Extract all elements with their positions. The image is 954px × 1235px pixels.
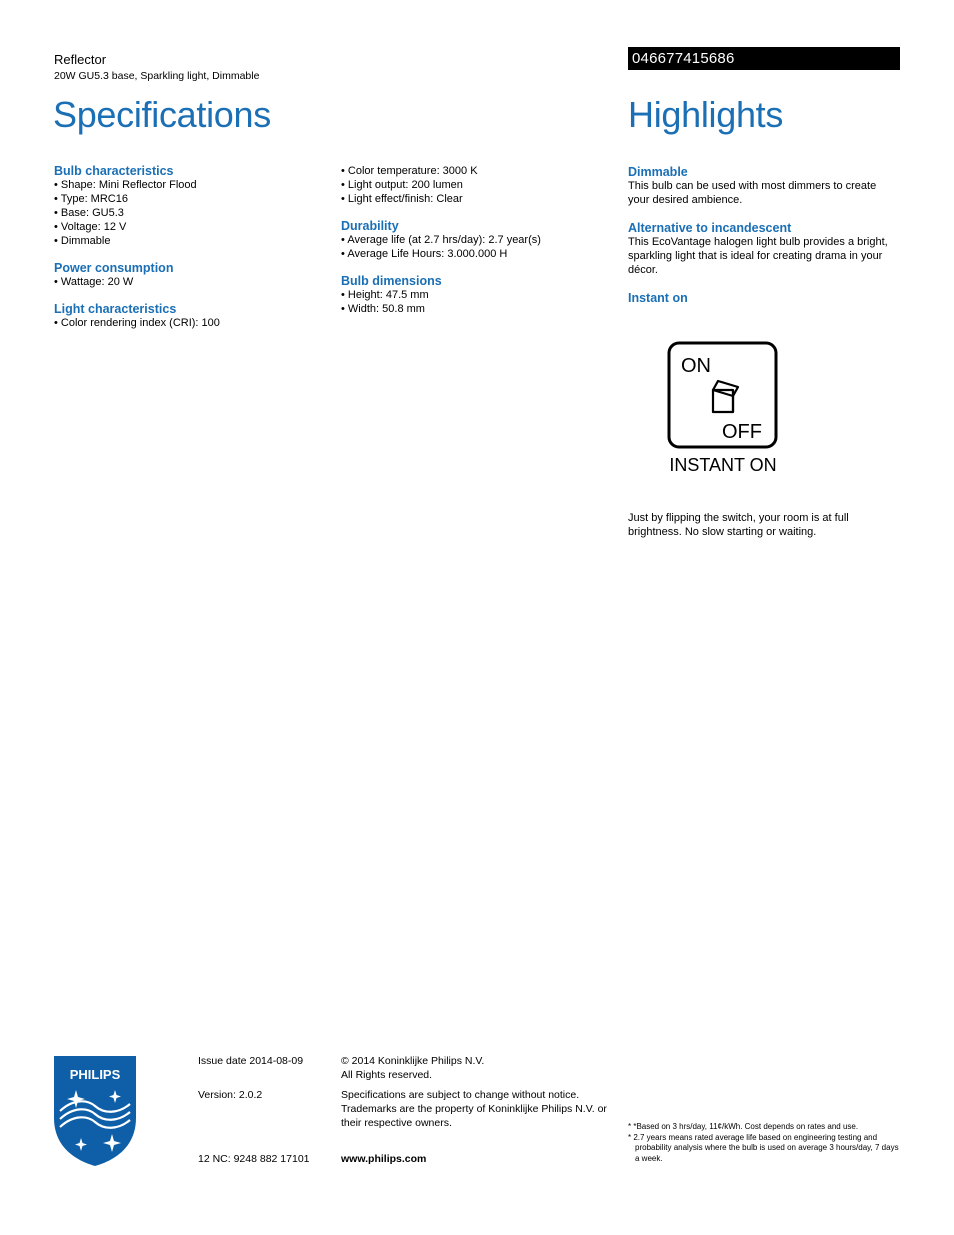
spec-item: • Base: GU5.3 <box>54 206 324 220</box>
section-heading: Bulb dimensions <box>341 274 442 288</box>
bulb-characteristics-section <box>54 164 324 248</box>
toggle-switch-glyph <box>713 381 738 412</box>
version: Version: 2.0.2 <box>198 1089 263 1101</box>
spec-item: • Average Life Hours: 3.000.000 H <box>341 247 611 261</box>
highlight-text: This EcoVantage halogen light bulb provides a bright, sparkling light that is ideal for creating drama in your décor. <box>628 236 888 276</box>
durability-section <box>341 219 611 261</box>
logo-wordmark: PHILIPS <box>69 1067 121 1082</box>
spec-item: • Light output: 200 lumen <box>341 178 611 192</box>
highlights-column <box>628 165 900 319</box>
highlight-text: This bulb can be used with most dimmers to create your desired ambience. <box>628 180 877 206</box>
product-subtitle: 20W GU5.3 base, Sparkling light, Dimmable <box>54 70 260 82</box>
alternative-highlight <box>628 221 900 277</box>
icon-caption: INSTANT ON <box>669 455 777 475</box>
specifications-column-middle <box>341 164 611 329</box>
nc-number: 12 NC: 9248 882 17101 <box>198 1153 310 1165</box>
icon-on-label: ON <box>681 355 711 377</box>
product-name: Reflector <box>54 52 107 67</box>
highlight-heading: Instant on <box>628 291 688 305</box>
copyright <box>341 1054 621 1082</box>
highlights-title: Highlights <box>628 94 784 135</box>
footnote: * *Based on 3 hrs/day, 11¢/kWh. Cost depends on rates and use. <box>628 1122 859 1131</box>
icon-off-label: OFF <box>722 421 762 443</box>
rights-line: All Rights reserved. <box>341 1069 433 1081</box>
spec-item: • Dimmable <box>54 234 324 248</box>
section-heading: Bulb characteristics <box>54 164 174 178</box>
spec-item: • Shape: Mini Reflector Flood <box>54 178 324 192</box>
spec-item: • Color temperature: 3000 K <box>341 164 611 178</box>
spec-item: • Height: 47.5 mm <box>341 288 611 302</box>
spec-item: • Width: 50.8 mm <box>341 302 611 316</box>
footnotes <box>628 1122 900 1164</box>
spec-item: • Voltage: 12 V <box>54 220 324 234</box>
instant-on-text: Just by flipping the switch, your room is at full brightness. No slow starting or waiting. <box>628 512 849 538</box>
spec-item: • Type: MRC16 <box>54 192 324 206</box>
specifications-title: Specifications <box>53 94 271 135</box>
highlight-heading: Dimmable <box>628 165 688 179</box>
section-heading: Durability <box>341 219 399 233</box>
bulb-dimensions-section <box>341 274 611 316</box>
spec-notice: Specifications are subject to change without notice. Trademarks are the property of Koninklijke Philips N.V. or their respective owners. <box>341 1089 607 1129</box>
light-characteristics-section <box>54 302 324 330</box>
spec-item: • Light effect/finish: Clear <box>341 192 611 206</box>
philips-shield-logo <box>54 1056 136 1166</box>
light-characteristics-continued <box>341 164 611 206</box>
dimmable-highlight <box>628 165 900 207</box>
instant-on-switch-icon <box>656 340 790 480</box>
power-consumption-section <box>54 261 324 289</box>
issue-date: Issue date 2014-08-09 <box>198 1055 304 1067</box>
highlight-heading: Alternative to incandescent <box>628 221 792 235</box>
section-heading: Power consumption <box>54 261 174 275</box>
spec-item: • Wattage: 20 W <box>54 275 324 289</box>
section-heading: Light characteristics <box>54 302 177 316</box>
instant-on-highlight <box>628 291 900 305</box>
website-link[interactable]: www.philips.com <box>341 1153 427 1165</box>
copyright-line: © 2014 Koninklijke Philips N.V. <box>341 1055 485 1067</box>
spec-item: • Color rendering index (CRI): 100 <box>54 316 324 330</box>
specifications-column-left <box>54 164 324 343</box>
ean-code-bar: 046677415686 <box>628 47 900 70</box>
footnote: * 2.7 years means rated average life based on engineering testing and probability analysis where the bulb is used on average 3 hours/day, 7 days a week. <box>628 1132 899 1163</box>
spec-item: • Average life (at 2.7 hrs/day): 2.7 year(s) <box>341 233 611 247</box>
